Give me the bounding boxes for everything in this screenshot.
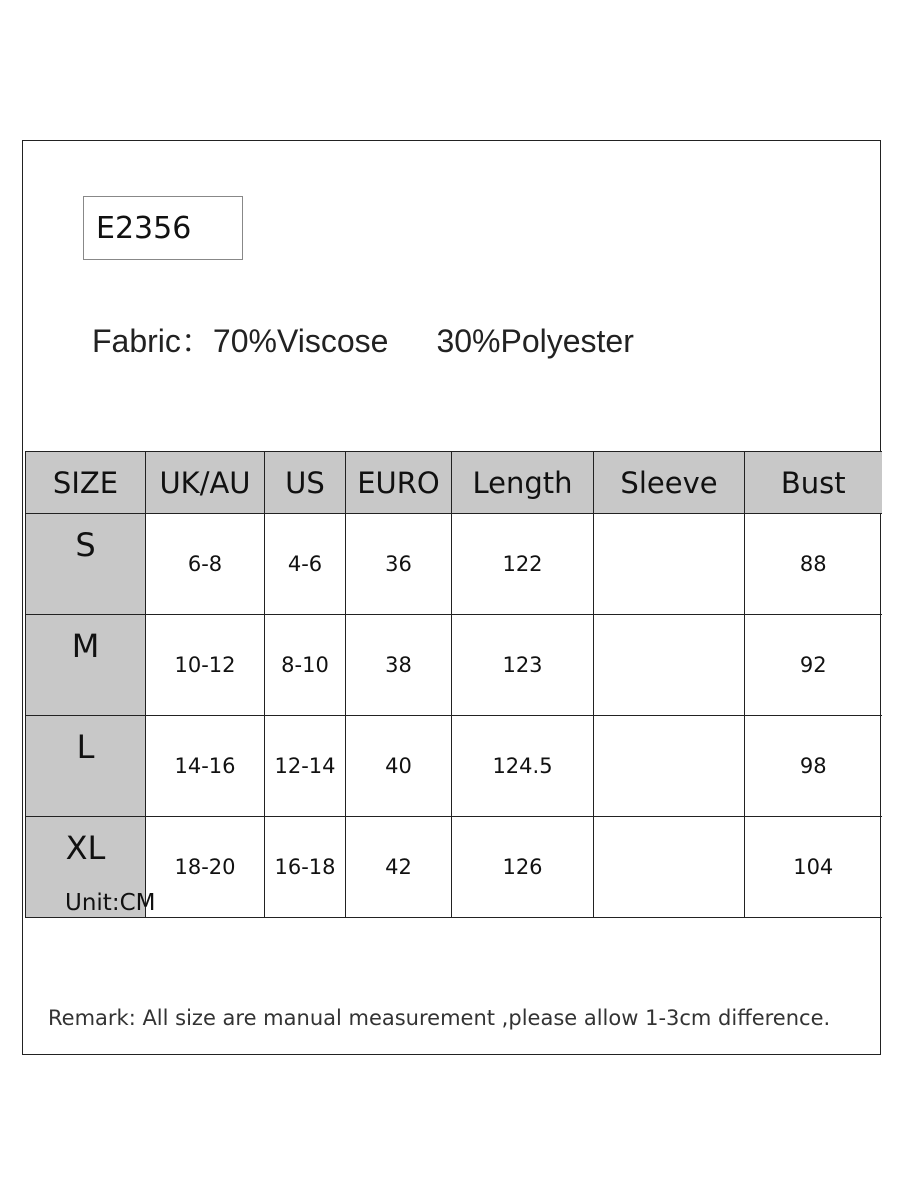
header-row [26, 452, 882, 514]
fabric-part-1: 70%Viscose [212, 323, 389, 359]
euro-cell: 42 [346, 817, 452, 918]
product-code: E2356 [83, 196, 243, 260]
sleeve-cell [594, 615, 745, 716]
length-cell: 126 [452, 817, 594, 918]
us-cell: 8-10 [265, 615, 346, 716]
table-row [26, 615, 882, 716]
header-length: Length [452, 452, 594, 514]
uk-au-cell: 10-12 [146, 615, 265, 716]
header-size: SIZE [26, 452, 146, 514]
uk-au-cell: 14-16 [146, 716, 265, 817]
size-cell: L [26, 716, 146, 817]
table-row [26, 716, 882, 817]
remark-note: Remark: All size are manual measurement ,please allow 1-3cm difference. [48, 1006, 831, 1030]
length-cell: 124.5 [452, 716, 594, 817]
euro-cell: 38 [346, 615, 452, 716]
header-uk-au: UK/AU [146, 452, 265, 514]
euro-cell: 40 [346, 716, 452, 817]
us-cell: 16-18 [265, 817, 346, 918]
length-cell: 122 [452, 514, 594, 615]
length-cell: 123 [452, 615, 594, 716]
us-cell: 4-6 [265, 514, 346, 615]
uk-au-cell: 6-8 [146, 514, 265, 615]
size-cell: XL [26, 817, 146, 918]
sleeve-cell [594, 514, 745, 615]
header-sleeve: Sleeve [594, 452, 745, 514]
bust-cell: 92 [745, 615, 882, 716]
bust-cell: 88 [745, 514, 882, 615]
unit-note: Unit:CM [65, 890, 156, 916]
euro-cell: 36 [346, 514, 452, 615]
fabric-label: Fabric： [92, 323, 213, 359]
size-cell: M [26, 615, 146, 716]
size-cell: S [26, 514, 146, 615]
uk-au-cell: 18-20 [146, 817, 265, 918]
bust-cell: 98 [745, 716, 882, 817]
header-us: US [265, 452, 346, 514]
size-table [25, 451, 882, 918]
bust-cell: 104 [745, 817, 882, 918]
sleeve-cell [594, 716, 745, 817]
us-cell: 12-14 [265, 716, 346, 817]
fabric-composition [92, 316, 634, 362]
header-bust: Bust [745, 452, 882, 514]
header-euro: EURO [346, 452, 452, 514]
table-row [26, 514, 882, 615]
sleeve-cell [594, 817, 745, 918]
fabric-part-2: 30%Polyester [436, 323, 634, 359]
